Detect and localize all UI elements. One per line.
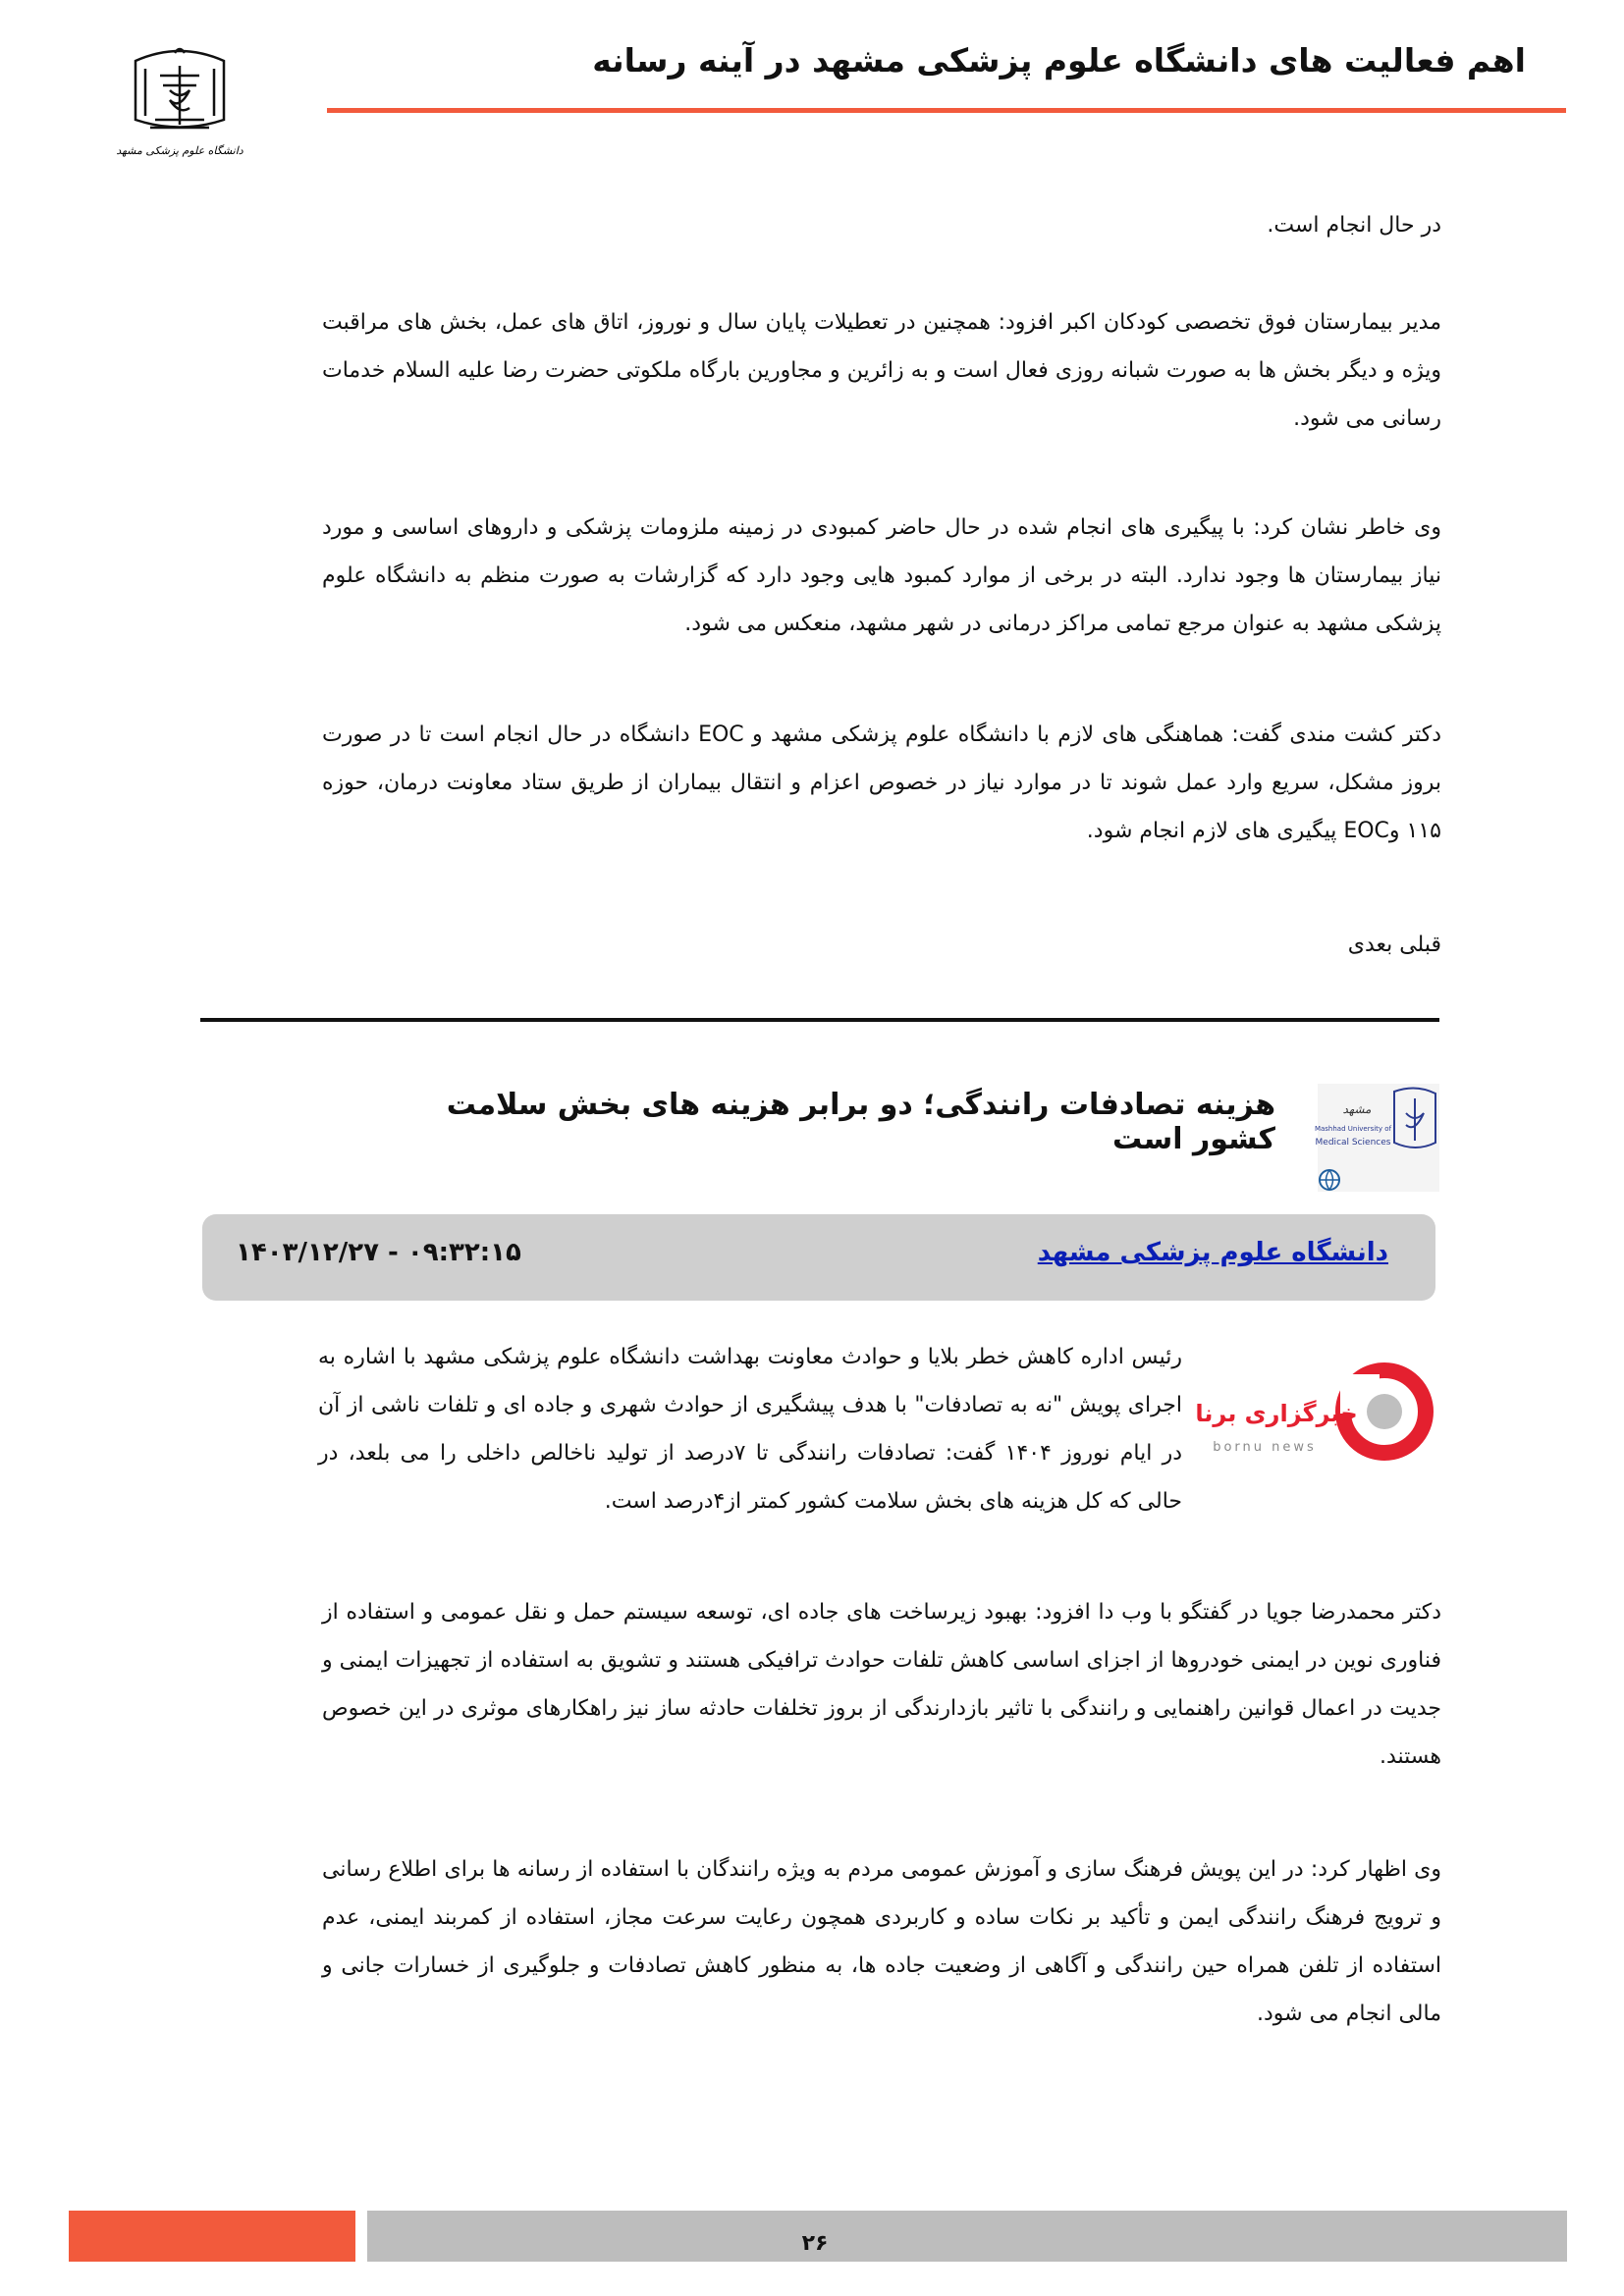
publish-datetime: ۱۴۰۳/۱۲/۲۷ - ۰۹:۳۲:۱۵ — [236, 1238, 521, 1267]
article2-paragraph-1: رئیس اداره کاهش خطر بلایا و حوادث معاونت بهداشت دانشگاه علوم پزشکی مشهد با اشاره به اجرای پویش "نه به تصادفات" با هدف پیشگیری از حوادث شهری و جاده ای و تلفات ناشی از آن در ایام نوروز ۱۴۰۴ گفت: تصادفات رانندگی تا ۷درصد از تولید ناخالص داخلی را می بلعد، در حالی که کل هزینه های بخش سلامت کشور کمتر از۴درصد است. — [318, 1345, 1182, 1514]
svg-text:مشهد: مشهد — [1342, 1102, 1372, 1116]
university-logo — [116, 41, 244, 164]
logo-caption: دانشگاه علوم پزشکی مشهد — [116, 144, 244, 157]
article2-paragraph-2: دکتر محمدرضا جویا در گفتگو با وب دا افزود: بهبود زیرساخت های جاده ای، توسعه سیستم حمل و نقل عمومی و استفاده از فناوری نوین در ایمنی خودروها از اجزای اساسی کاهش تلفات حوادث ترافیکی هستند و تشویق به استفاده از تجهیزات ایمنی و جدیت در اعمال قوانین راهنمایی و رانندگی با تاثیر بازدارندگی از بروز تخلفات حادثه ساز نیز راهکارهای موثری در این خصوص هستند. — [322, 1600, 1441, 1769]
source-link[interactable]: دانشگاه علوم پزشکی مشهد — [1037, 1238, 1388, 1267]
borna-news-logo — [1195, 1355, 1435, 1472]
news-source-logo — [1314, 1084, 1439, 1192]
footer-gray-bar — [367, 2211, 1567, 2262]
borna-fa: خبرگزاری برنا — [1195, 1400, 1358, 1427]
prev-next-nav[interactable]: قبلی بعدی — [1347, 933, 1441, 957]
header-rule — [327, 108, 1566, 113]
page-header-title: اهم فعالیت های دانشگاه علوم پزشکی مشهد در آینه رسانه — [592, 41, 1526, 80]
article1-paragraph-0: در حال انجام است. — [1267, 213, 1441, 238]
article-meta-bar — [202, 1214, 1435, 1301]
article-divider — [200, 1018, 1439, 1022]
svg-text:Medical Sciences: Medical Sciences — [1315, 1138, 1391, 1148]
footer-accent-bar — [69, 2211, 355, 2262]
article2-paragraph-3: وی اظهار کرد: در این پویش فرهنگ سازی و آموزش عمومی مردم به ویژه رانندگان با استفاده از رسانه ها برای اطلاع رسانی و ترویج فرهنگ رانندگی ایمن و تأکید بر نکات ساده و کاربردی همچون رعایت سرعت مجاز، استفاده از کمربند ایمنی، عدم استفاده از تلفن همراه حین رانندگی و آگاهی از وضعیت جاده ها، به منظور کاهش تصادفات و جلوگیری از خسارات جانی و مالی انجام می شود. — [322, 1857, 1441, 2026]
article2-title: هزینه تصادفات رانندگی؛ دو برابر هزینه های بخش سلامت کشور است — [446, 1088, 1275, 1156]
svg-text:Mashhad University of: Mashhad University of — [1314, 1125, 1392, 1133]
article1-paragraph-1: مدیر بیمارستان فوق تخصصی کودکان اکبر افزود: همچنین در تعطیلات پایان سال و نوروز، اتاق های عمل، بخش های مراقبت ویژه و دیگر بخش ها به صورت شبانه روزی فعال است و به زائرین و مجاورین بارگاه ملکوتی حضرت رضا علیه السلام خدمات رسانی می شود. — [322, 310, 1441, 431]
article1-paragraph-2: وی خاطر نشان کرد: با پیگیری های انجام شده در حال حاضر کمبودی در زمینه ملزومات پزشکی و داروهای اساسی و مورد نیاز بیمارستان ها وجود ندارد. البته در برخی از موارد کمبود هایی وجود دارد که گزارشات به صورت منظم به دانشگاه علوم پزشکی مشهد به عنوان مرجع تمامی مراکز درمانی در شهر مشهد، منعکس می شود. — [322, 515, 1441, 636]
borna-en: bornu news — [1213, 1440, 1317, 1455]
page-number: ۲۶ — [801, 2231, 829, 2256]
article1-paragraph-3: دکتر کشت مندی گفت: هماهنگی های لازم با دانشگاه علوم پزشکی مشهد و EOC دانشگاه در حال انجام است تا در صورت بروز مشکل، سریع وارد عمل شوند تا در موارد نیاز در خصوص اعزام و انتقال بیماران از طریق ستاد معاونت درمان، حوزه ۱۱۵ وEOC پیگیری های لازم انجام شود. — [322, 722, 1442, 843]
